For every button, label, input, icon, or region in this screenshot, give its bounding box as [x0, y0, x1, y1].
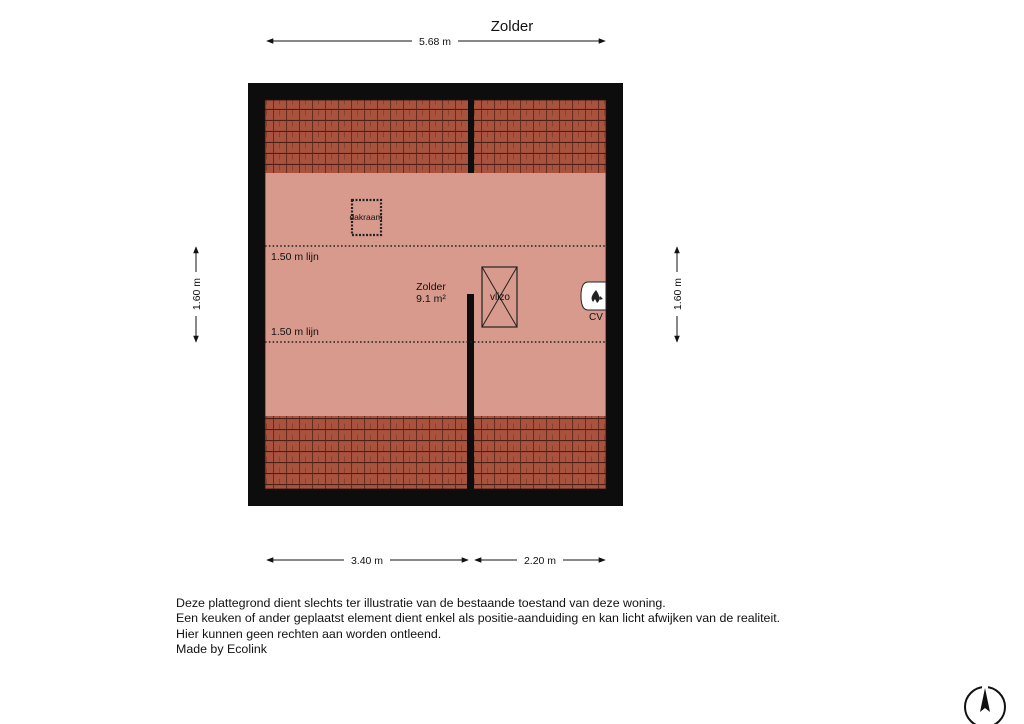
disclaimer-line: Deze plattegrond dient slechts ter illustratie van de bestaande toestand van deze woning.	[176, 596, 666, 610]
roof-slope-top-left	[265, 100, 470, 173]
dimension-bottom-right	[475, 553, 605, 567]
dimension-top	[267, 34, 605, 48]
compass-north-label: N	[982, 699, 988, 706]
roof-slope-top-right	[474, 100, 606, 173]
interior-wall-upper	[468, 100, 474, 173]
plan-title: Zolder	[490, 18, 534, 35]
height-line-upper-label: 1.50 m lijn	[271, 251, 319, 263]
dimension-right	[670, 247, 684, 342]
room-name: Zolder	[416, 281, 446, 293]
room-area: 9.1 m²	[416, 293, 446, 305]
disclaimer-line: Hier kunnen geen rechten aan worden ontleend.	[176, 626, 442, 641]
roof-slope-bottom-right	[474, 416, 606, 489]
dimension-left	[189, 247, 203, 342]
compass-icon	[965, 684, 1005, 724]
dimension-top-label: 5.68 m	[418, 36, 452, 48]
dimension-bottom-left	[267, 553, 468, 567]
dimension-left-label: 1.60 m	[191, 277, 203, 311]
boiler-label: CV	[589, 312, 603, 323]
skylight-label: dakraam	[349, 212, 383, 222]
interior-wall-lower	[467, 294, 474, 489]
dimension-right-label: 1.60 m	[672, 277, 684, 311]
disclaimer-line: Made by Ecolink	[176, 642, 267, 657]
dimension-bottom-right-label: 2.20 m	[523, 555, 557, 567]
disclaimer	[176, 596, 780, 658]
dimension-bottom-left-label: 3.40 m	[350, 555, 384, 567]
disclaimer-line: Een keuken of ander geplaatst element dient enkel als positie-aanduiding en kan licht afwijken van de realiteit.	[176, 611, 781, 626]
roof-slope-bottom-left	[265, 416, 470, 489]
height-line-lower-label: 1.50 m lijn	[271, 326, 319, 338]
storage-hatch-label: vlizo	[489, 292, 511, 303]
